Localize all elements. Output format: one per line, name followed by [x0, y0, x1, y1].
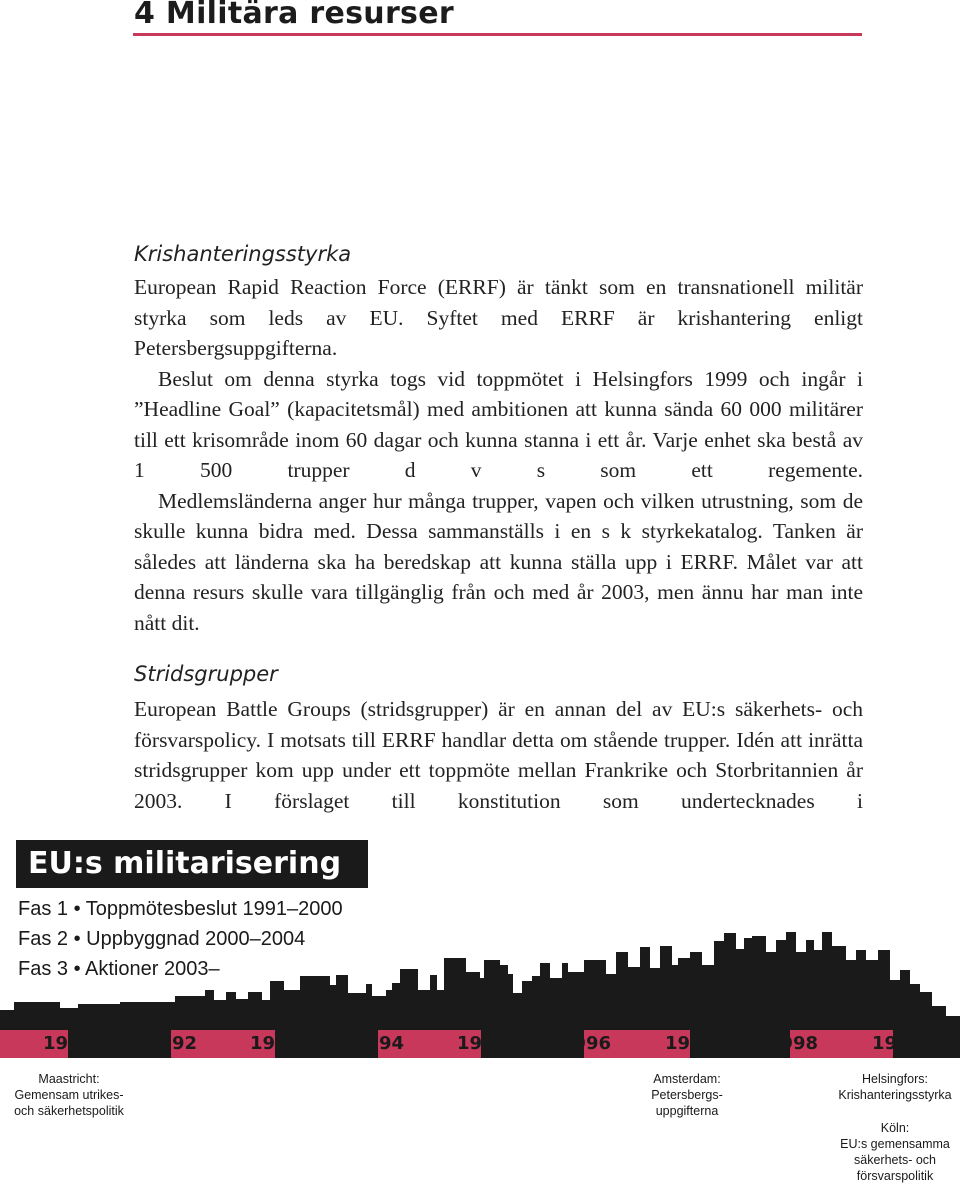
- caption-line: Krishanteringsstyrka: [838, 1088, 952, 1102]
- year-label: 1991: [42, 1033, 94, 1054]
- caption-line: Petersbergs-: [651, 1088, 723, 1102]
- year-label: 1994: [353, 1033, 405, 1054]
- section-heading-krishanteringsstyrka: Krishanteringsstyrka: [134, 242, 352, 266]
- caption-line: Köln:: [880, 1121, 910, 1135]
- caption-line: Amsterdam:: [653, 1072, 721, 1086]
- caption-line: Helsingfors:: [862, 1072, 928, 1086]
- caption-line: uppgifterna: [655, 1104, 719, 1118]
- caption-line: säkerhets- och: [854, 1153, 936, 1167]
- phase-2: Fas 2 • Uppbyggnad 2000–2004: [18, 928, 306, 950]
- chapter-rule: [133, 33, 862, 36]
- caption-line: Gemensam utrikes-: [14, 1088, 124, 1102]
- paragraph: Beslut om denna styrka togs vid toppmötet i Helsingfors 1999 och ingår i ”Headline Goal” (kapacitetsmål) med ambitionen att kunna sända 60 000 militärer till ett krisområde inom 60 dagar och kunna stanna i ett år. Varje enhet ska bestå av 1 500 trupper d v s som ett regemente.: [134, 366, 863, 482]
- chapter-title: 4 Militära resurser: [134, 0, 454, 31]
- skyline-silhouette: [0, 932, 960, 1030]
- phase-3: Fas 3 • Aktioner 2003–: [18, 958, 220, 980]
- caption-line: försvarspolitik: [856, 1169, 934, 1183]
- year-label: 1993: [249, 1033, 301, 1054]
- year-label: 1999: [871, 1033, 923, 1054]
- year-label: 1992: [146, 1033, 198, 1054]
- phase-1: Fas 1 • Toppmötesbeslut 1991–2000: [18, 898, 343, 920]
- caption-helsingfors: [830, 1071, 960, 1103]
- timeline-title: EU:s militarisering: [16, 840, 368, 888]
- caption-line: EU:s gemensamma: [840, 1137, 950, 1151]
- caption-line: och säkerhetspolitik: [14, 1104, 124, 1118]
- section-body-krishanteringsstyrka: [134, 272, 863, 638]
- caption-maastricht: [2, 1071, 136, 1119]
- caption-line: Maastricht:: [38, 1072, 100, 1086]
- section-body-stridsgrupper: [134, 694, 863, 816]
- year-axis: [0, 1030, 960, 1058]
- section-heading-stridsgrupper: Stridsgrupper: [134, 662, 278, 686]
- paragraph: Medlemsländerna anger hur många trupper, vapen och vilken utrustning, som de skulle kunna bidra med. Dessa sammanställs i en s k styrkekatalog. Tanken är således att länderna ska ha beredskap att kunna ställa upp i ERRF. Målet var att denna resurs skulle vara tillgänglig från och med år 2003, men ännu har man inte nått dit.: [134, 488, 863, 635]
- paragraph: European Battle Groups (stridsgrupper) är en annan del av EU:s säkerhets- och försvarspolicy. I motsats till ERRF handlar detta om stående trupper. Idén att inrätta stridsgrupper kom upp under ett toppmöte mellan Frankrike och Storbritannien år 2003. I förslaget till konstitution som undertecknades i: [134, 697, 863, 813]
- year-label: 1996: [560, 1033, 612, 1054]
- paragraph: European Rapid Reaction Force (ERRF) är tänkt som en transnationell militär styrka som leds av EU. Syftet med ERRF är krishantering enligt Petersbergsuppgifterna.: [134, 275, 863, 360]
- caption-koln: [830, 1120, 960, 1184]
- year-label: 1997: [664, 1033, 716, 1054]
- caption-amsterdam: [628, 1071, 746, 1119]
- year-label: 1995: [456, 1033, 508, 1054]
- year-label: 1998: [767, 1033, 819, 1054]
